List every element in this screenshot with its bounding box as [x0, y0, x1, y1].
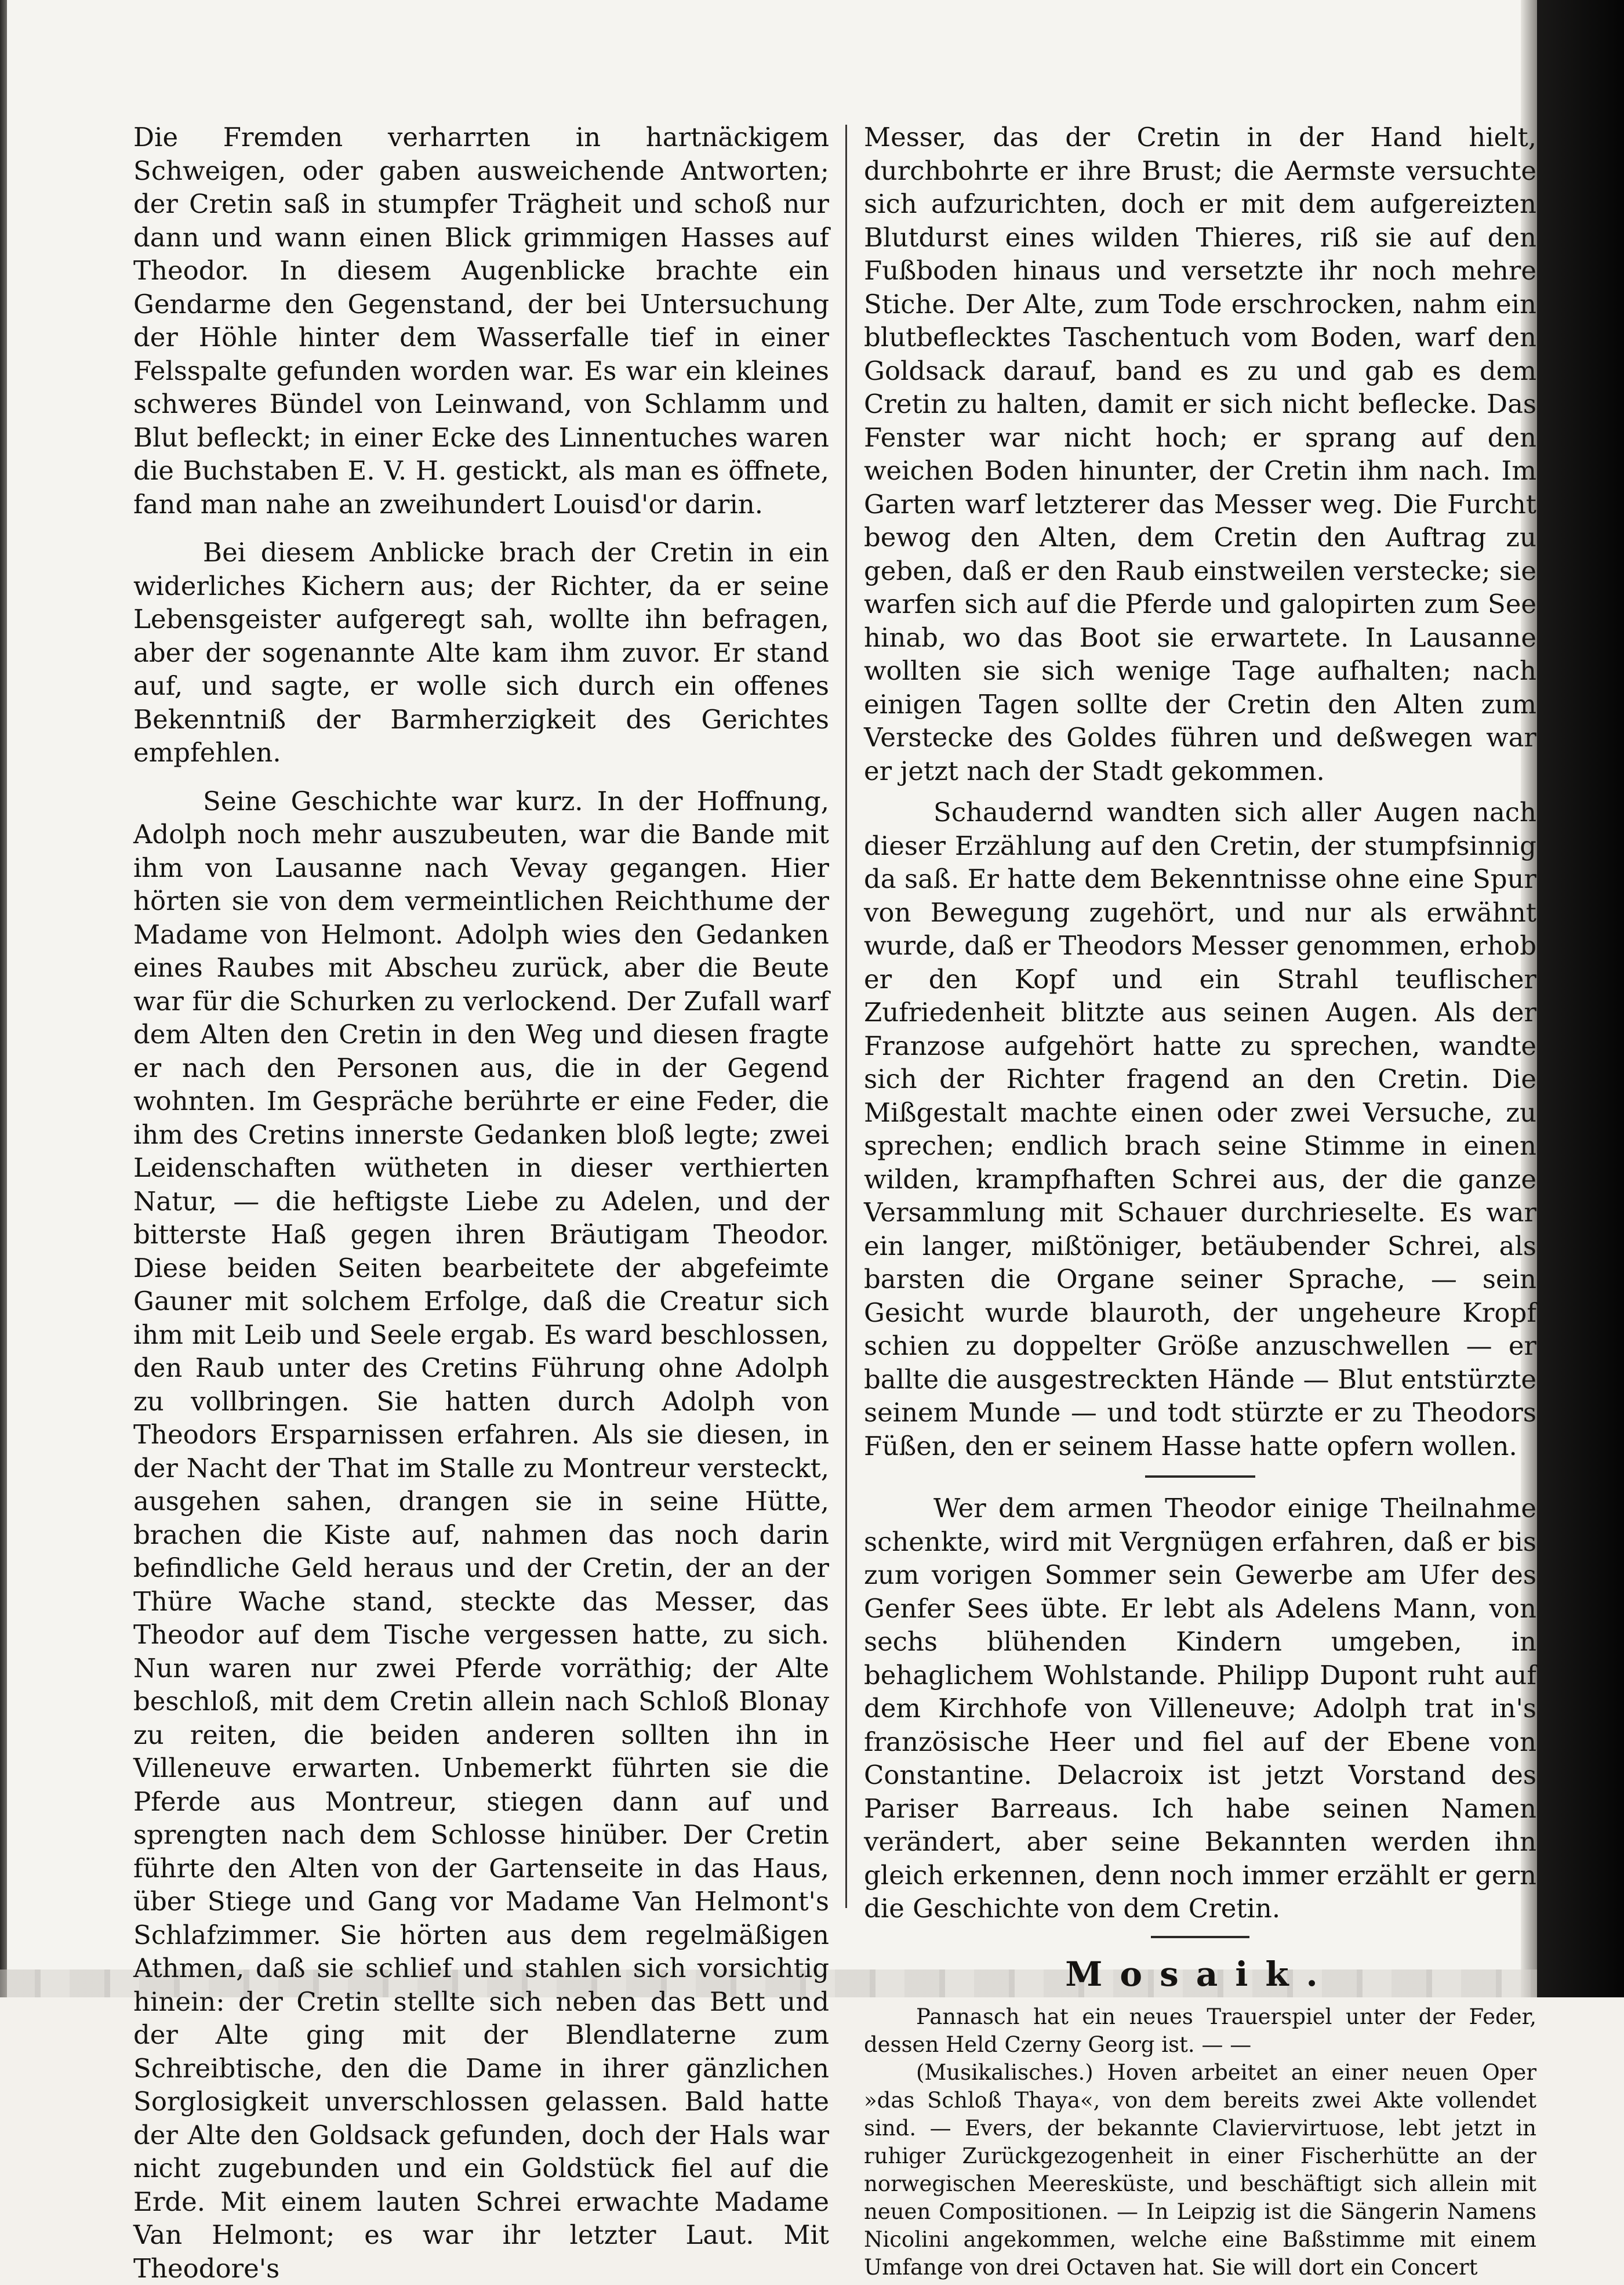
- paragraph-6: Wer dem armen Theodor einige Theilnahme schenkte, wird mit Vergnügen erfahren, daß er bis zum vorigen Sommer sein Gewerbe am Ufer des Genfer Sees übte. Er lebt als Adelens Mann, von sechs blühenden Kindern umgeben, in behaglichem Wohlstande. Philipp Dupont ruht auf dem Kirchhofe von Villeneuve; Adolph trat in's französische Heer und fiel auf der Ebene von Constantine. Delacroix ist jetzt Vorstand des Pariser Barreaus. Ich habe seinen Namen verändert, aber seine Bekannten werden ihn gleich erkennen, denn noch immer erzählt er gern die Geschichte von dem Cretin.: [864, 1492, 1536, 1925]
- paragraph-1: Die Fremden verharrten in hartnäckigem Schweigen, oder gaben ausweichende Antworten; der Cretin saß in stumpfer Trägheit und schoß nur dann und wann einen Blick grimmigen Hasses auf Theodor. In diesem Augenblicke brachte ein Gendarme den Gegenstand, der bei Untersuchung der Höhle hinter dem Wasserfalle tief in einer Felsspalte gefunden worden war. Es war ein kleines schweres Bündel von Leinwand, von Schlamm und Blut befleckt; in einer Ecke des Linnentuches waren die Buchstaben E. V. H. gestickt, als man es öffnete, fand man nahe an zweihundert Louisd'or darin.: [133, 121, 829, 521]
- section-rule: [1145, 1475, 1255, 1478]
- paragraph-2: Bei diesem Anblicke brach der Cretin in ein widerliches Kichern aus; der Richter, da er seine Lebensgeister aufgeregt sah, wollte ihn befragen, aber der sogenannte Alte kam ihm zuvor. Er stand auf, und sagte, er wolle sich durch ein offenes Bekenntniß der Barmherzigkeit des Gerichtes empfehlen.: [133, 536, 829, 770]
- scanner-border: [1537, 0, 1624, 1997]
- left-column: [133, 121, 829, 2285]
- mosaik-heading: Mosaik.: [864, 1956, 1536, 1993]
- section-rule-lower: [1151, 1936, 1249, 1938]
- column-divider: [845, 125, 847, 1908]
- paragraph-5: Schaudernd wandten sich aller Augen nach dieser Erzählung auf den Cretin, der stumpfsinnig da saß. Er hatte dem Bekenntnisse ohne eine Spur von Bewegung zugehört, und nur als erwähnt wurde, daß er Theodors Messer genommen, erhob er den Kopf und ein Strahl teuflischer Zufriedenheit blitzte aus seinen Augen. Als der Franzose aufgehört hatte zu sprechen, wandte sich der Richter fragend an den Cretin. Die Mißgestalt machte einen oder zwei Versuche, zu sprechen; endlich brach seine Stimme in einen wilden, krampfhaften Schrei aus, der die ganze Versammlung mit Schauer durchrieselte. Es war ein langer, mißtöniger, betäubender Schrei, als barsten die Organe seiner Sprache, — sein Gesicht wurde blauroth, der ungeheure Kropf schien zu doppelter Größe anzuschwellen — er ballte die ausgestreckten Hände — Blut entstürzte seinem Munde — und todt stürzte er zu Theodors Füßen, den er seinem Hasse hatte opfern wollen.: [864, 796, 1536, 1463]
- mosaik-item-2: (Musikalisches.) Hoven arbeitet an einer neuen Oper »das Schloß Thaya«, von dem bereits zwei Akte vollendet sind. — Evers, der bekannte Claviervirtuose, lebt jetzt in ruhiger Zurückgezogenheit in einer Fischerhütte an der norwegischen Meeresküste, und beschäftigt sich allein mit neuen Compositionen. — In Leipzig ist die Sängerin Namens Nicolini angekommen, welche eine Baßstimme mit einem Umfange von drei Octaven hat. Sie will dort ein Concert: [864, 2059, 1536, 2282]
- left-page-edge: [0, 0, 7, 1997]
- mosaik-section: [864, 2003, 1536, 2282]
- right-column: [864, 121, 1536, 2282]
- mosaik-item-1: Pannasch hat ein neues Trauerspiel unter der Feder, dessen Held Czerny Georg ist. — —: [864, 2003, 1536, 2059]
- paragraph-4: Messer, das der Cretin in der Hand hielt, durchbohrte er ihre Brust; die Aermste versuchte sich aufzurichten, doch er mit dem aufgereizten Blutdurst eines wilden Thieres, riß sie auf den Fußboden hinaus und versetzte ihr noch mehre Stiche. Der Alte, zum Tode erschrocken, nahm ein blutbeflecktes Taschentuch vom Boden, warf den Goldsack darauf, band es zu und gab es dem Cretin zu halten, damit er sich nicht beflecke. Das Fenster war nicht hoch; er sprang auf den weichen Boden hinunter, der Cretin ihm nach. Im Garten warf letzterer das Messer weg. Die Furcht bewog den Alten, dem Cretin den Auftrag zu geben, daß er den Raub einstweilen verstecke; sie warfen sich auf die Pferde und galopirten zum See hinab, wo das Boot sie erwartete. In Lausanne wollten sie sich wenige Tage aufhalten; nach einigen Tagen sollte der Cretin den Alten zum Verstecke des Goldes führen und deßwegen war er jetzt nach der Stadt gekommen.: [864, 121, 1536, 788]
- paragraph-3: Seine Geschichte war kurz. In der Hoffnung, Adolph noch mehr auszubeuten, war die Bande mit ihm von Lausanne nach Vevay gegangen. Hier hörten sie von dem vermeintlichen Reichthume der Madame von Helmont. Adolph wies den Gedanken eines Raubes mit Abscheu zurück, aber die Beute war für die Schurken zu verlockend. Der Zufall warf dem Alten den Cretin in den Weg und diesen fragte er nach den Personen aus, die in der Gegend wohnten. Im Gespräche berührte er eine Feder, die ihm des Cretins innerste Gedanken bloß legte; zwei Leidenschaften wütheten in dieser verthierten Natur, — die heftigste Liebe zu Adelen, und der bitterste Haß gegen ihren Bräutigam Theodor. Diese beiden Seiten bearbeitete der abgefeimte Gauner mit solchem Erfolge, daß die Creatur sich ihm mit Leib und Seele ergab. Es ward beschlossen, den Raub unter des Cretins Führung ohne Adolph zu vollbringen. Sie hatten durch Adolph von Theodors Ersparnissen erfahren. Als sie diesen, in der Nacht der That im Stalle zu Montreur versteckt, ausgehen sahen, drangen sie in seine Hütte, brachen die Kiste auf, nahmen das noch darin befindliche Geld heraus und der Cretin, der an der Thüre Wache stand, steckte das Messer, das Theodor auf dem Tische vergessen hatte, zu sich. Nun waren nur zwei Pferde vorräthig; der Alte beschloß, mit dem Cretin allein nach Schloß Blonay zu reiten, die beiden anderen sollten ihn in Villeneuve erwarten. Unbemerkt führten sie die Pferde aus Montreur, stiegen dann auf und sprengten nach dem Schlosse hinüber. Der Cretin führte den Alten von der Gartenseite in das Haus, über Stiege und Gang vor Madame Van Helmont's Schlafzimmer. Sie hörten aus dem regelmäßigen Athmen, daß sie schlief und stahlen sich vorsichtig hinein: der Cretin stellte sich neben das Bett und der Alte ging mit der Blendlaterne zum Schreibtische, den die Dame in ihrer gänzlichen Sorglosigkeit unverschlossen gelassen. Bald hatte der Alte den Goldsack gefunden, doch der Hals war nicht zugebunden und ein Goldstück fiel auf die Erde. Mit einem lauten Schrei erwachte Madame Van Helmont; es war ihr letzter Laut. Mit Theodore's: [133, 785, 829, 2285]
